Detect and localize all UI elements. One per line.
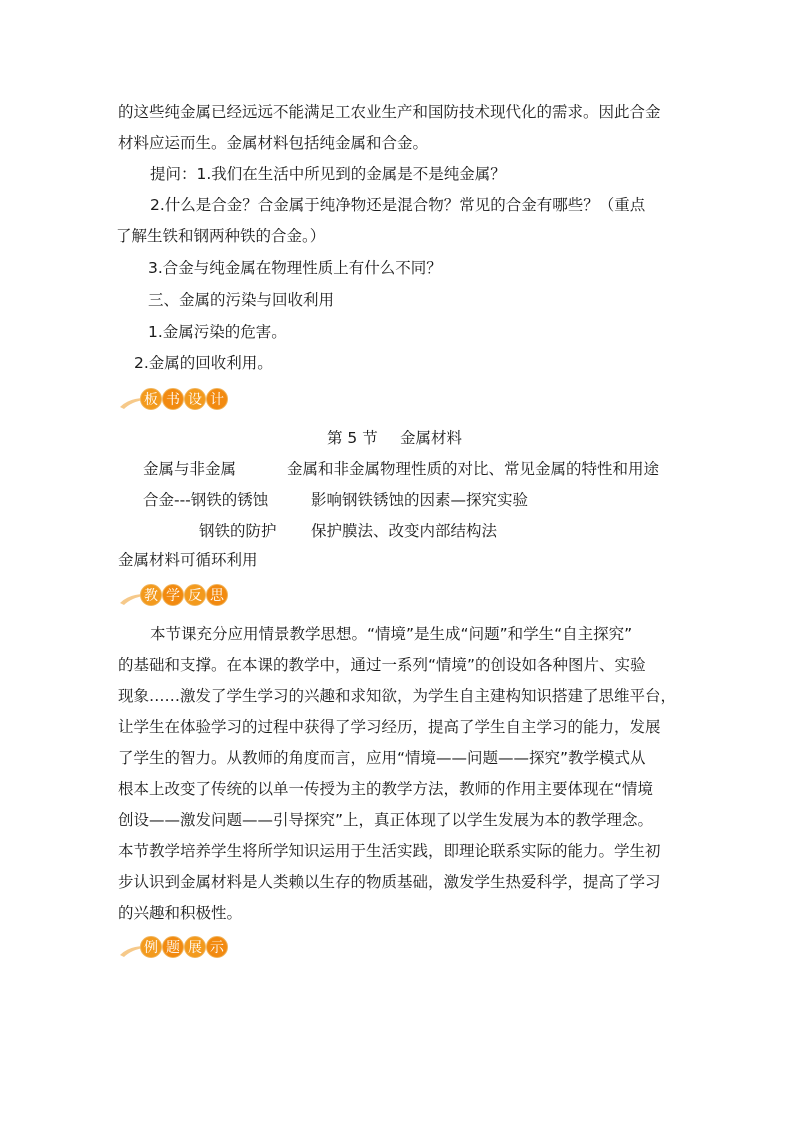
board-title-name: 金属材料 <box>400 429 463 447</box>
reflection-line: 创设——激发问题——引导探究”上，真正体现了以学生发展为本的教学理念。 <box>118 811 654 829</box>
badge-char: 例 <box>140 936 162 958</box>
examples-badge <box>118 933 248 963</box>
list-item: 2.金属的回收利用。 <box>134 354 273 372</box>
reflection-line: 了学生的智力。从教师的角度而言，应用“情境——问题——探究”教学模式从 <box>118 749 646 767</box>
reflection-badge <box>118 581 248 611</box>
list-item: 1.金属污染的危害。 <box>148 323 287 341</box>
question-2-cont: 了解生铁和钢两种铁的合金。） <box>116 227 326 245</box>
paragraph-line: 的这些纯金属已经远远不能满足工农业生产和国防技术现代化的需求。因此合金 <box>118 103 661 121</box>
reflection-line: 让学生在体验学习的过程中获得了学习经历，提高了学生自主学习的能力，发展 <box>118 718 661 736</box>
board-row2-left: 合金---钢铁的锈蚀 <box>143 491 269 509</box>
board-row2-right: 影响钢铁锈蚀的因素—探究实验 <box>311 491 529 509</box>
badge-char: 书 <box>162 388 184 410</box>
badge-char: 示 <box>206 936 228 958</box>
reflection-line: 的基础和支撑。在本课的教学中，通过一系列“情境”的创设如各种图片、实验 <box>118 656 646 674</box>
badge-char: 计 <box>206 388 228 410</box>
badge-char: 反 <box>184 584 206 606</box>
reflection-line: 本节课充分应用情景教学思想。“情境”是生成“问题”和学生“自主探究” <box>150 625 633 643</box>
reflection-line: 根本上改变了传统的以单一传授为主的教学方法，教师的作用主要体现在“情境 <box>118 780 654 798</box>
badge-char: 教 <box>140 584 162 606</box>
badge-char: 展 <box>184 936 206 958</box>
badge-char: 思 <box>206 584 228 606</box>
board-row4: 金属材料可循环利用 <box>118 551 258 569</box>
question-1: 提问：1.我们在生活中所见到的金属是不是纯金属？ <box>150 165 506 183</box>
section-heading-3: 三、金属的污染与回收利用 <box>148 291 335 309</box>
board-row3-right: 保护膜法、改变内部结构法 <box>311 522 498 540</box>
reflection-line: 本节教学培养学生将所学知识运用于生活实践，即理论联系实际的能力。学生初 <box>118 842 661 860</box>
board-title-section: 第 5 节 <box>327 429 378 447</box>
badge-char: 题 <box>162 936 184 958</box>
reflection-line: 的兴趣和积极性。 <box>118 904 243 922</box>
badge-char: 设 <box>184 388 206 410</box>
board-row3-left: 钢铁的防护 <box>199 522 277 540</box>
question-2: 2.什么是合金？合金属于纯净物还是混合物？常见的合金有哪些？（重点 <box>150 196 646 214</box>
board-design-badge <box>118 385 248 415</box>
board-row1-left: 金属与非金属 <box>143 460 237 478</box>
paragraph-line: 材料应运而生。金属材料包括纯金属和合金。 <box>118 134 429 152</box>
badge-char: 板 <box>140 388 162 410</box>
badge-char: 学 <box>162 584 184 606</box>
reflection-line: 步认识到金属材料是人类赖以生存的物质基础，激发学生热爱科学，提高了学习 <box>118 873 661 891</box>
question-3: 3.合金与纯金属在物理性质上有什么不同？ <box>148 259 442 277</box>
board-row1-right: 金属和非金属物理性质的对比、常见金属的特性和用途 <box>287 460 660 478</box>
reflection-line: 现象……激发了学生学习的兴趣和求知欲，为学生自主建构知识搭建了思维平台， <box>118 687 677 705</box>
